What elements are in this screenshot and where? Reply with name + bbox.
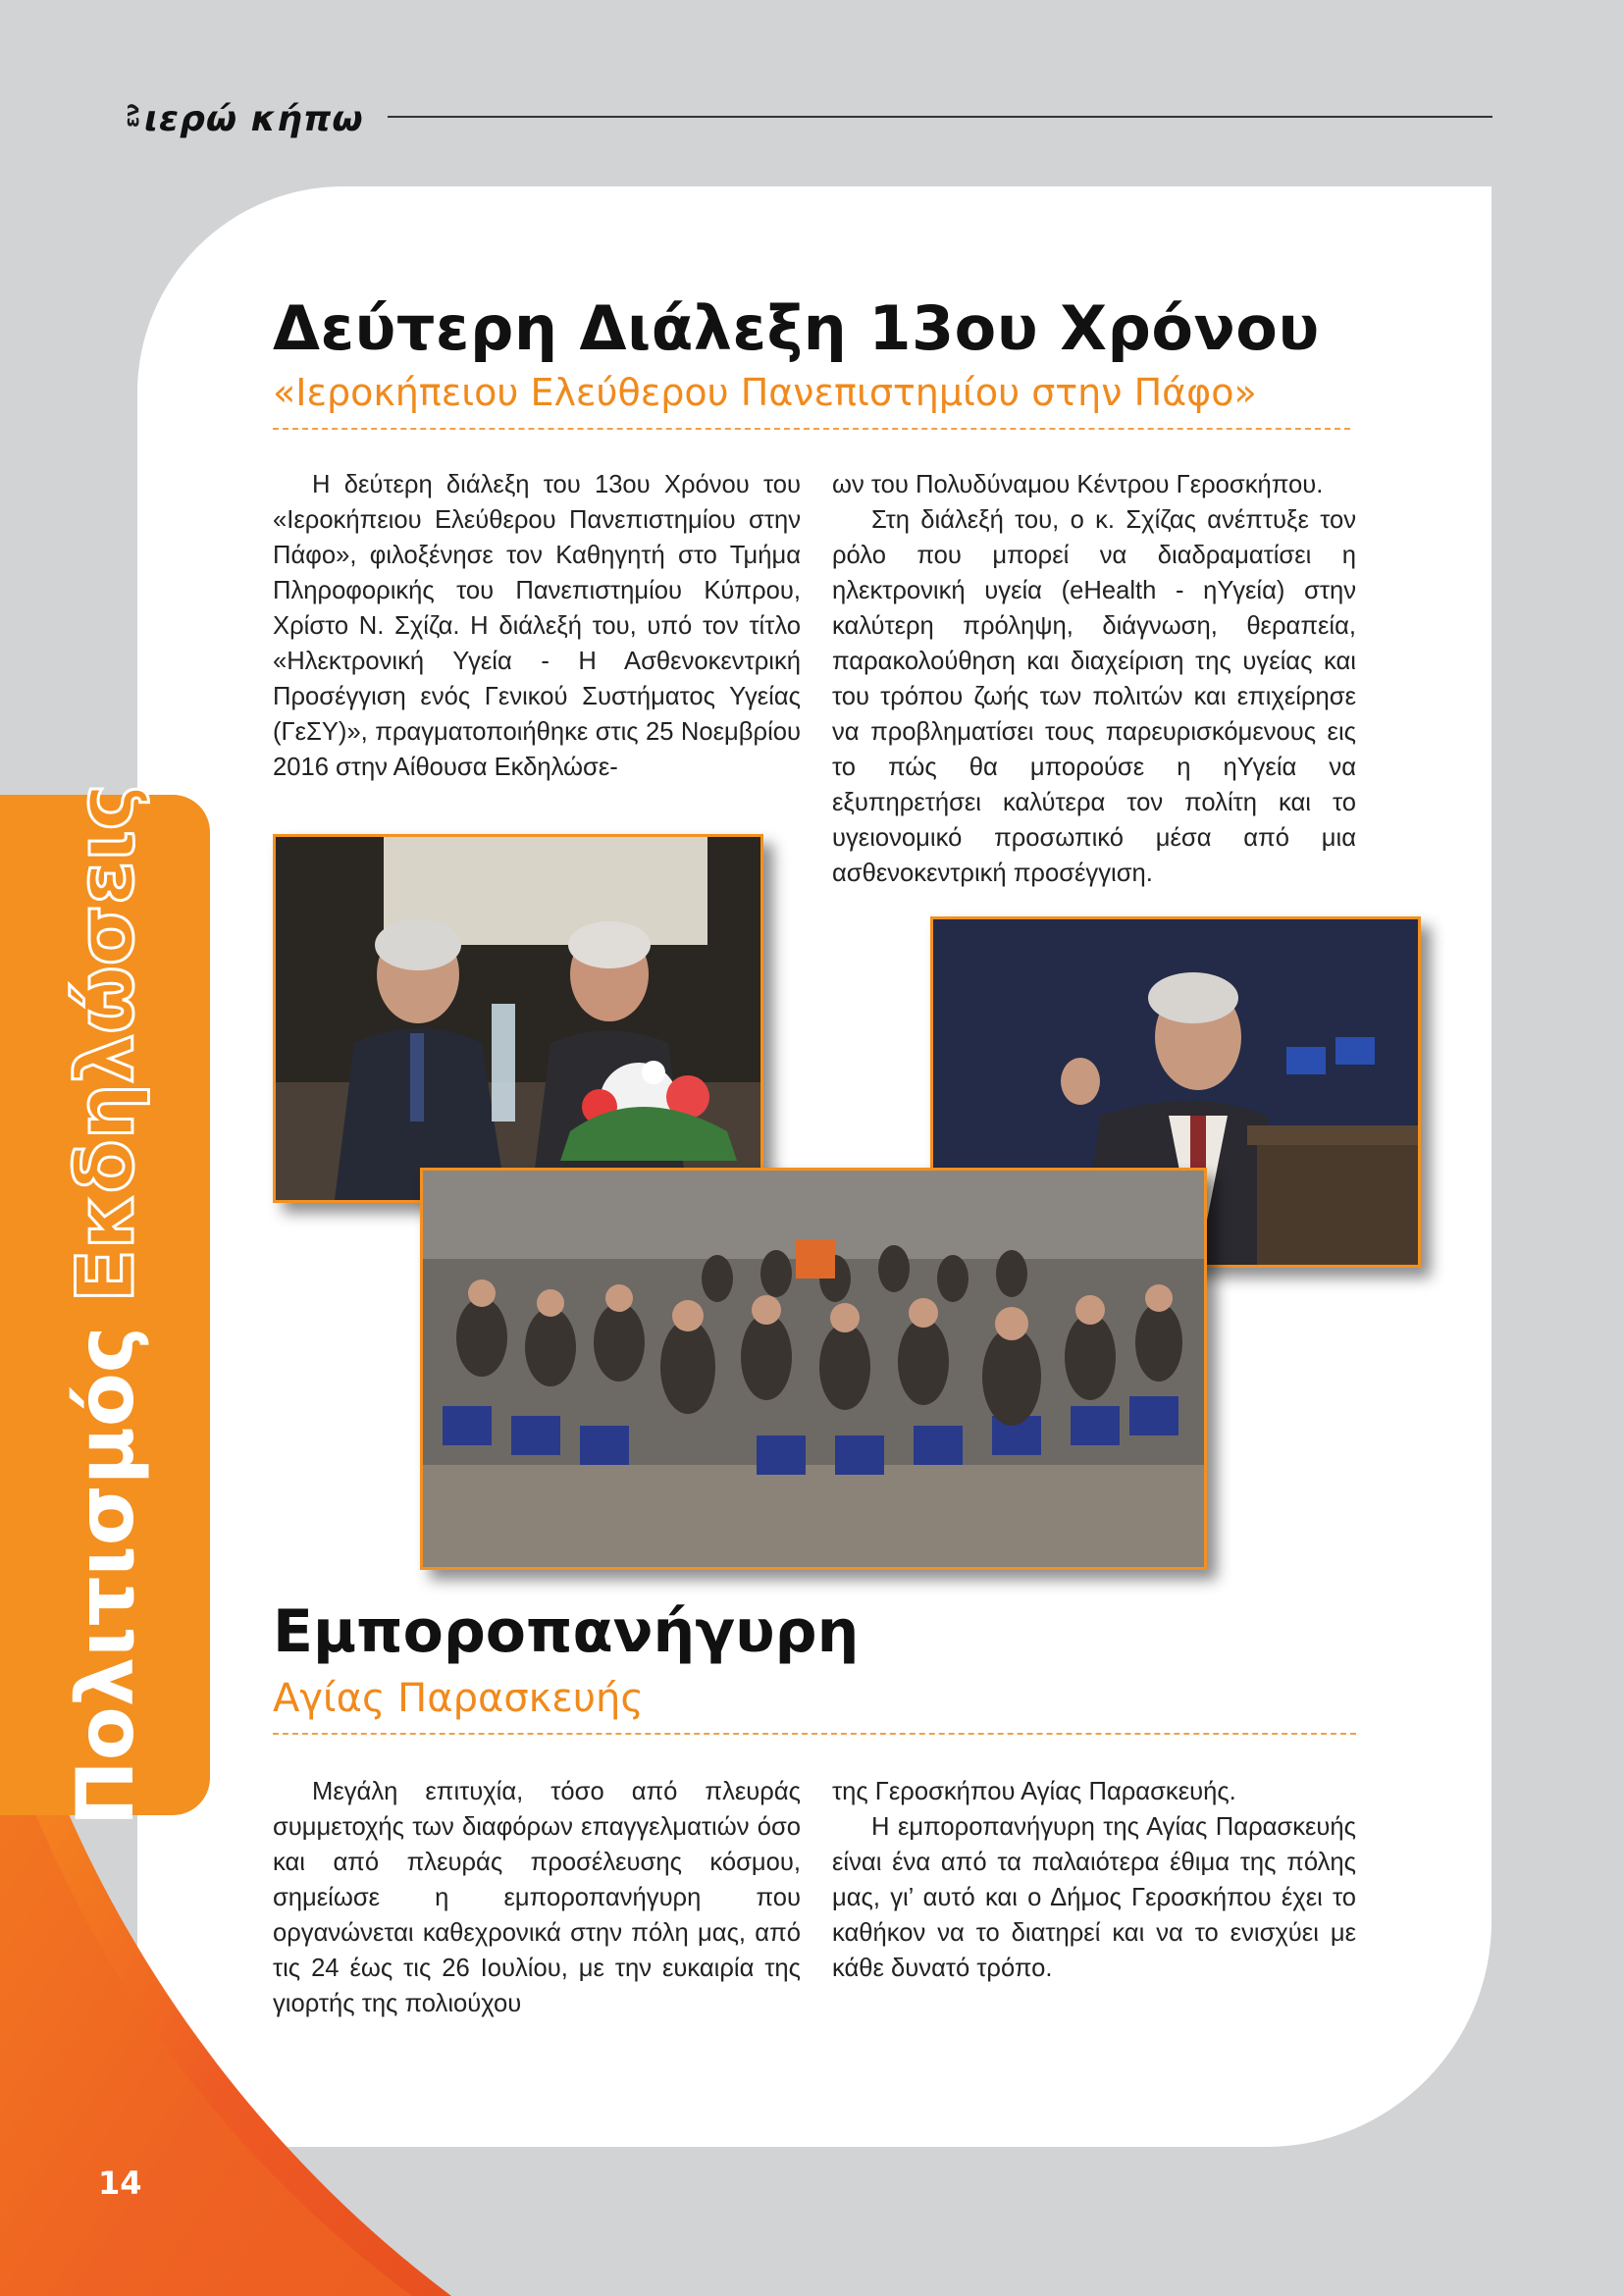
article2-paragraph: Η εμποροπανήγυρη της Αγίας Παρασκευής είναι ένα από τα παλαιότερα έθιμα της πόλης μας, γι’ αυτό και ο Δήμος Γεροσκήπου έχει το καθήκον να το διατηρεί και να το ενισχύει με κάθε δυνατό τρόπο.	[832, 1813, 1356, 1982]
masthead	[120, 94, 364, 143]
article2-subtitle: Αγίας Παρασκευής	[273, 1676, 644, 1721]
article1-paragraph: ων του Πολυδύναμου Κέντρου Γεροσκήπου.	[832, 471, 1324, 498]
photo-speakers-table	[273, 834, 763, 1203]
article1-column-2	[832, 467, 1356, 891]
header-rule	[388, 116, 1492, 118]
article1-title: Δεύτερη Διάλεξη 13ου Χρόνου	[273, 292, 1320, 364]
article2-paragraph: της Γεροσκήπου Αγίας Παρασκευής.	[832, 1778, 1236, 1805]
photo-audience	[420, 1168, 1207, 1570]
masthead-title: ιερώ κήπω	[144, 98, 364, 139]
article2-title: Εμποροπανήγυρη	[273, 1597, 860, 1666]
article2-divider	[273, 1733, 1356, 1735]
section-label-events: Εκδηλώσεις	[59, 783, 151, 1303]
article2-paragraph: Μεγάλη επιτυχία, τόσο από πλευράς συμμετοχής των διαφόρων επαγγελματιών όσο και από πλευράς προσέλευσης κόσμου, σημείωσε η εμποροπανήγυρη που οργανώνεται καθεχρονικά στην πόλη μας, από τις 24 έως τις 26 Ιουλίου, με την ευκαιρία της γιορτής της πολιούχου	[273, 1778, 801, 2017]
article1-paragraph: Η δεύτερη διάλεξη του 13ου Χρόνου του «Ιεροκήπειου Ελεύθερου Πανεπιστημίου στην Πάφο», φιλοξένησε τον Καθηγητή στο Τμήμα Πληροφορικής του Πανεπιστημίου Κύπρου, Χρίστο Ν. Σχίζα. Η διάλεξή του, υπό τον τίτλο «Ηλεκτρονική Υγεία - Η Ασθενοκεντρική Προσέγγιση ενός Γενικού Συστήματος Υγείας (ΓεΣΥ)», πραγματοποιήθηκε στις 25 Νοεμβρίου 2016 στην Αίθουσα Εκδηλώσε-	[273, 471, 801, 781]
section-side-label	[46, 783, 164, 1827]
masthead-prefix: εν	[120, 103, 143, 128]
article2-column-1	[273, 1774, 801, 2021]
section-label-culture: Πολιτισμός	[59, 1326, 151, 1827]
article1-column-1	[273, 467, 801, 785]
article1-paragraph: Στη διάλεξή του, ο κ. Σχίζας ανέπτυξε τον ρόλο που μπορεί να διαδραματίσει η ηλεκτρονική υγεία (eHealth - ηΥγεία) στην καλύτερη πρόληψη, διάγνωση, θεραπεία, παρακολούθηση και διαχείριση της υγείας και του τρόπου ζωής των πολιτών και επιχείρησε να προβληματίσει τους παρευρισκόμενους εις το πώς θα μπορούσε η ηΥγεία να εξυπηρετήσει καλύτερα τον πολίτη και το υγειονομικό προσωπικό μέσα από μια ασθενοκεντρική προσέγγιση.	[832, 506, 1356, 887]
article1-subtitle: «Ιεροκήπειου Ελεύθερου Πανεπιστημίου στην Πάφο»	[273, 371, 1257, 414]
article2-column-2	[832, 1774, 1356, 1986]
page-number: 14	[98, 2165, 142, 2202]
article1-divider	[273, 428, 1350, 430]
